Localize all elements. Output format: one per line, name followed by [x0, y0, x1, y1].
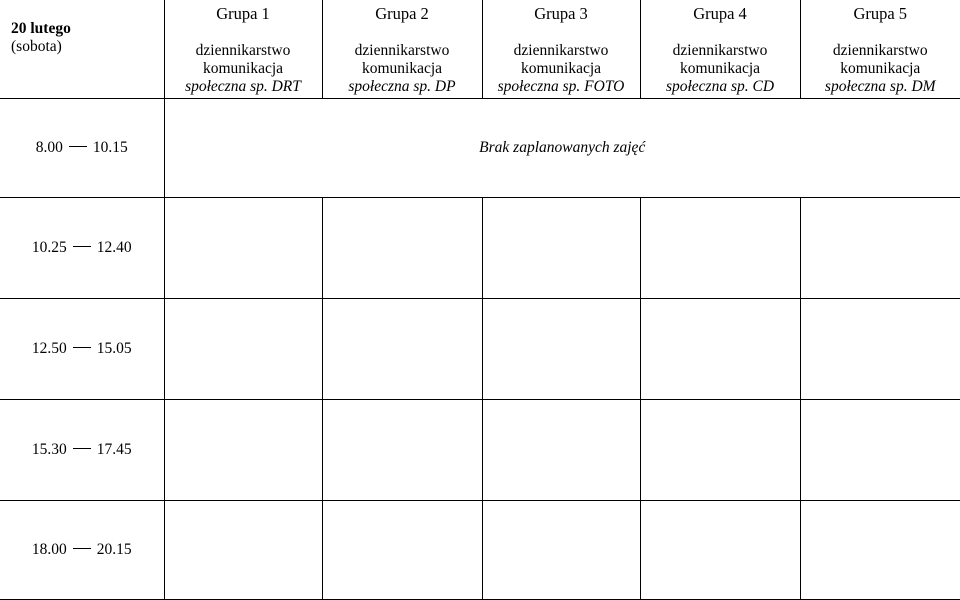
empty-cell — [322, 197, 482, 298]
empty-cell — [482, 197, 640, 298]
date-day: 20 lutego — [11, 20, 71, 37]
slot-start: 10.25 — [31, 238, 67, 256]
time-dash — [73, 548, 91, 549]
date-header-cell — [0, 0, 164, 98]
group-title: Grupa 4 — [693, 4, 747, 23]
slot-start: 18.00 — [31, 540, 67, 558]
slot-start: 12.50 — [31, 339, 67, 357]
slot-row-2 — [0, 197, 960, 298]
empty-cell — [322, 298, 482, 399]
group-field: dziennikarstwo — [513, 42, 609, 59]
slot-start: 15.30 — [31, 440, 67, 458]
group-title: Grupa 2 — [375, 4, 429, 23]
header-row — [0, 0, 960, 98]
group-title: Grupa 1 — [216, 4, 270, 23]
empty-cell — [640, 500, 800, 599]
group-field: komunikacja — [679, 60, 761, 77]
empty-cell — [640, 197, 800, 298]
empty-cell — [322, 399, 482, 500]
empty-cell — [800, 197, 960, 298]
group-specialization: społeczna sp. DM — [824, 78, 936, 95]
group-header-3 — [482, 0, 640, 98]
group-specialization: społeczna sp. DRT — [185, 78, 301, 95]
empty-cell — [800, 298, 960, 399]
empty-cell — [164, 399, 322, 500]
group-field: komunikacja — [202, 60, 284, 77]
empty-cell — [322, 500, 482, 599]
group-specialization: społeczna sp. FOTO — [497, 78, 625, 95]
group-header-5 — [800, 0, 960, 98]
time-dash — [73, 347, 91, 348]
slot-row-5 — [0, 500, 960, 599]
group-header-2 — [322, 0, 482, 98]
group-header-1 — [164, 0, 322, 98]
slot-start: 8.00 — [35, 138, 63, 156]
slot-row-3 — [0, 298, 960, 399]
time-dash — [73, 246, 91, 247]
empty-cell — [800, 500, 960, 599]
time-dash — [69, 146, 87, 147]
empty-cell — [800, 399, 960, 500]
group-specialization: społeczna sp. DP — [348, 78, 456, 95]
group-title: Grupa 5 — [853, 4, 908, 23]
slot-end: 15.05 — [96, 339, 132, 357]
group-field: komunikacja — [520, 60, 602, 77]
slot-row-4 — [0, 399, 960, 500]
time-slot-cell — [0, 197, 164, 298]
group-field: dziennikarstwo — [832, 42, 928, 59]
group-title: Grupa 3 — [534, 4, 588, 23]
empty-cell — [164, 197, 322, 298]
slot-row-1 — [0, 98, 960, 197]
group-specialization: społeczna sp. CD — [665, 78, 775, 95]
group-field: komunikacja — [840, 60, 921, 77]
time-slot-cell — [0, 399, 164, 500]
time-slot-cell — [0, 500, 164, 599]
empty-cell — [482, 298, 640, 399]
slot-end: 10.15 — [92, 138, 128, 156]
group-field: dziennikarstwo — [354, 42, 450, 59]
empty-cell — [482, 399, 640, 500]
slot-end: 20.15 — [96, 540, 132, 558]
empty-cell — [482, 500, 640, 599]
no-classes-note: Brak zaplanowanych zajęć — [164, 98, 960, 197]
time-slot-cell — [0, 98, 164, 197]
slot-end: 12.40 — [96, 238, 132, 256]
group-header-4 — [640, 0, 800, 98]
group-field: dziennikarstwo — [672, 42, 768, 59]
empty-cell — [164, 500, 322, 599]
time-dash — [73, 448, 91, 449]
group-field: komunikacja — [361, 60, 443, 77]
date-weekday: (sobota) — [11, 38, 62, 55]
slot-end: 17.45 — [96, 440, 132, 458]
empty-cell — [164, 298, 322, 399]
empty-cell — [640, 298, 800, 399]
time-slot-cell — [0, 298, 164, 399]
empty-cell — [640, 399, 800, 500]
group-field: dziennikarstwo — [195, 42, 291, 59]
